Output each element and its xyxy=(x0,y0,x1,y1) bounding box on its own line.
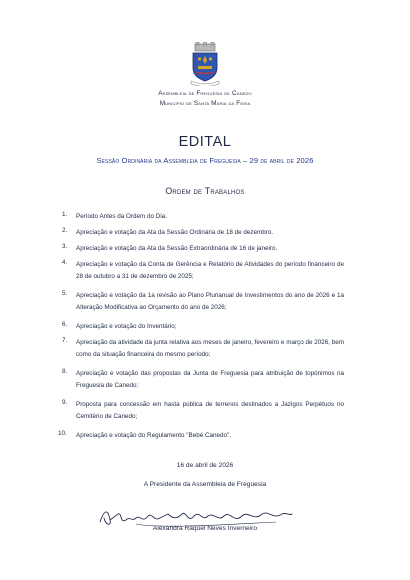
agenda-item-text: Apreciação da atividade da junta relativa aos meses de janeiro, fevereiro e março de 2026, bem como da situação financeira do mesmo período; xyxy=(76,339,344,358)
agenda-item-number: 10. xyxy=(58,430,67,437)
session-subtitle: Sessão Ordinária da Assembleia de Freguesia – 29 de abril de 2026 xyxy=(96,156,314,165)
agenda-item-number: 4. xyxy=(62,259,68,266)
agenda-item-text: Apreciação e votação das propostas da Junta de Freguesia para atribuição de topónimos na Freguesia de Canedo; xyxy=(76,370,344,389)
agenda-heading: Ordem de Trabalhos xyxy=(165,186,245,196)
agenda-item-text: Apreciação e votação do Regulamento "Bebé Canedo". xyxy=(76,432,231,439)
agenda-item-number: 3. xyxy=(62,243,68,250)
agenda-item-number: 1. xyxy=(62,211,68,218)
president-title: A Presidente da Assembleia de Freguesia xyxy=(143,481,267,488)
agenda-item-number: 2. xyxy=(62,227,68,234)
header-assembly-name: Assembleia de Freguesia de Canedo xyxy=(158,90,252,97)
agenda-item-text: Apreciação e votação da Ata da Sessão Extraordinária de 16 de janeiro. xyxy=(76,245,278,252)
agenda-item-text: Período Antes da Ordem do Dia. xyxy=(76,213,168,220)
agenda-item-number: 5. xyxy=(62,290,68,297)
agenda-item-number: 7. xyxy=(62,337,68,344)
agenda-item-number: 8. xyxy=(62,368,68,375)
agenda-item-text: Apreciação e votação da 1a revisão ao Plano Plurianual de Investimentos do ano de 2026 e 1a Alteração Modificativa ao Orçamento do ano de 2026; xyxy=(76,292,344,311)
header-municipality: Município de Santa Maria da Feira xyxy=(159,100,251,107)
agenda-item-number: 9. xyxy=(62,399,68,406)
coat-of-arms-icon xyxy=(188,42,222,86)
agenda-item-text: Apreciação e votação da Conta de Gerência e Relatório de Atividades do período financeiro de 28 de outubro a 31 de dezembro de 2025; xyxy=(76,261,344,280)
document-title: EDITAL xyxy=(178,134,232,150)
signer-name: Alexandra Raquel Neves Inverneiro xyxy=(152,525,258,532)
agenda-item-number: 6. xyxy=(62,321,68,328)
agenda-item-text: Proposta para concessão em hasta pública de terrenos destinados a Jazigos Perpétuos no Cemitério de Canedo; xyxy=(76,401,344,420)
agenda-item-text: Apreciação e votação da Ata da Sessão Ordinária de 18 de dezembro. xyxy=(76,229,274,236)
agenda-item-text: Apreciação e votação do Inventário; xyxy=(76,323,177,330)
document-date: 16 de abril de 2026 xyxy=(176,462,234,469)
